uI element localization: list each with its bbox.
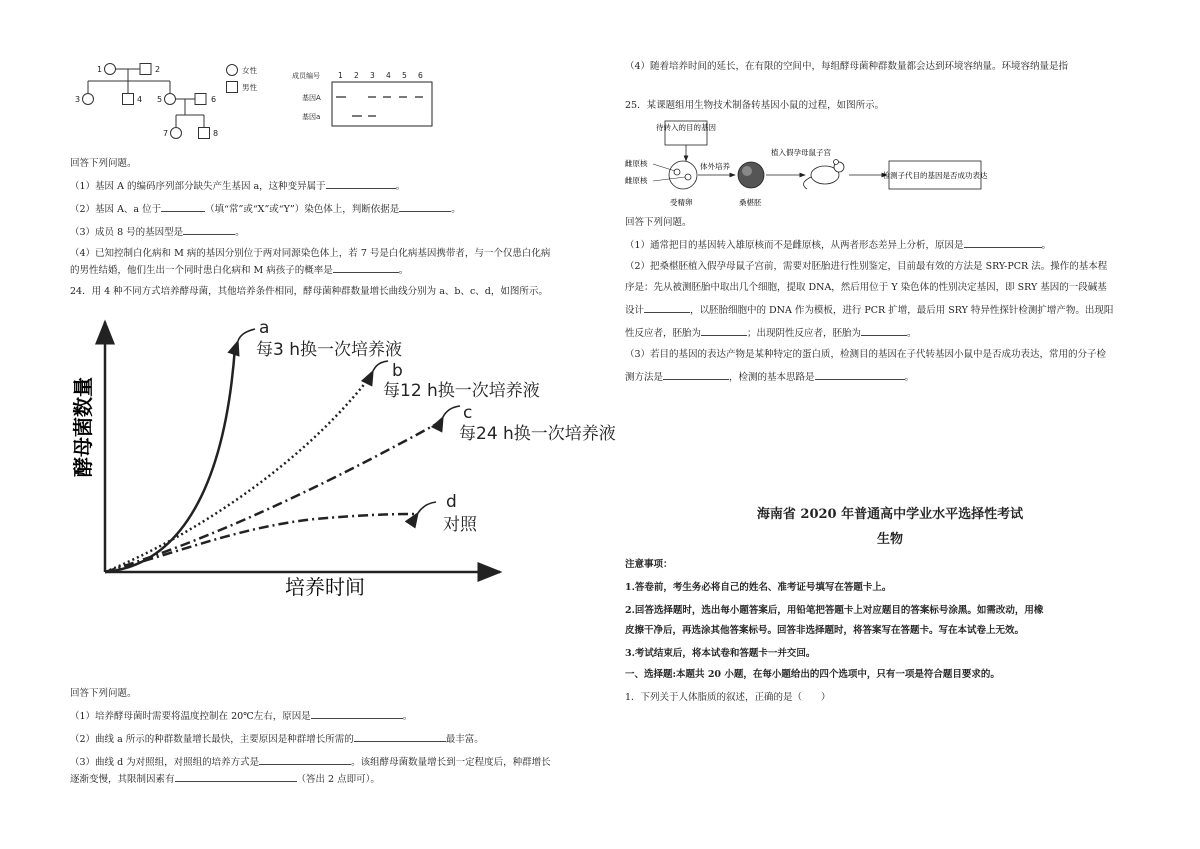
pedigree-male-8 (199, 128, 210, 139)
q25-part2-line4: 性反应者，胚胎为 ；出现阴性反应者，胚胎为 。 (625, 324, 1155, 341)
pedigree-female-5 (165, 94, 176, 105)
curve-d-letter: d (446, 492, 457, 512)
legend-female-label: 女性 (242, 66, 257, 75)
pedigree-female-3 (83, 94, 94, 105)
pedigree-label-8: 8 (213, 129, 219, 138)
female-nucleus-label: 雌原核 (625, 159, 648, 168)
morula-label: 桑椹胚 (739, 198, 762, 207)
notice-item-3: 3.考试结束后，将本试卷和答题卡一并交回。 (625, 648, 816, 659)
pedigree-figure (70, 55, 615, 150)
notice-item-2-line2: 皮擦干净后，再选涂其他答案标号。回答非选择题时，将答案写在答题卡。写在本试卷上无效。 (625, 625, 1025, 636)
answer-blank[interactable] (326, 177, 396, 189)
notice-item-2-line1: 2.回答选择题时，选出每小题答案后，用铅笔把答题卡上对应题目的答案标号涂黑。如需改动，用橡 (625, 605, 1044, 616)
pedigree-label-1: 1 (97, 65, 103, 74)
q25-part2-line3: 设计 ，以胚胎细胞中的 DNA 作为模板，进行 PCR 扩增，最后用 SRY 特异性探针检测扩增产物。出现阳 (625, 301, 1155, 318)
curve-b-name: 每12 h换一次培养液 (383, 381, 540, 401)
implant-label: 植入假孕母鼠子宫 (771, 148, 831, 157)
curve-c-name: 每24 h换一次培养液 (459, 424, 616, 444)
curve-d (105, 514, 415, 572)
q25-part2-line2: 序是：先从被测胚胎中取出几个细胞，提取 DNA，然后用位于 Y 染色体的性别决定基因，即 SRY 基因的一段碱基 (625, 282, 1107, 293)
table-col-2: 2 (354, 71, 359, 80)
fertilized-egg-label: 受精卵 (670, 198, 693, 207)
table-col-4: 4 (386, 71, 391, 80)
q24-part3-line1: （3）曲线 d 为对照组，对照组的培养方式是 。该组酵母菌数量增长到一定程度后，种群增长 (70, 753, 615, 770)
fertilized-egg (669, 161, 697, 189)
answer-blank[interactable] (644, 301, 690, 313)
exam-title: 海南省 2020 年普通高中学业水平选择性考试 (756, 507, 1024, 522)
morula (738, 162, 764, 188)
q25-intro: 回答下列问题。 (625, 217, 692, 228)
answer-blank[interactable] (861, 324, 907, 336)
q23-intro: 回答下列问题。 (70, 158, 137, 169)
q25-part3-line1: （3）若目的基因的表达产物是某种特定的蛋白质，检测目的基因在子代转基因小鼠中是否成功表达，常用的分子检 (625, 349, 1107, 360)
answer-blank[interactable] (333, 261, 399, 273)
q24-stem: 24．用 4 种不同方式培养酵母菌，其他培养条件相同，酵母菌种群数量增长曲线分别为 a、b、c、d，如图所示。 (70, 286, 548, 297)
yeast-growth-chart (70, 307, 670, 607)
answer-blank[interactable] (311, 707, 403, 719)
pedigree-label-7: 7 (163, 129, 169, 138)
answer-blank[interactable] (354, 730, 446, 742)
q25-part3-line2: 测方法是 ，检测的基本思路是 。 (625, 368, 1155, 385)
answer-blank[interactable] (175, 770, 297, 782)
q25-part2-line1: （2）把桑椹胚植入假孕母鼠子宫前，需要对胚胎进行性别鉴定，目前最有效的方法是 SRY-PCR 法。操作的基本程 (625, 261, 1108, 272)
table-col-1: 1 (338, 71, 343, 80)
answer-blank[interactable] (663, 368, 729, 380)
q23-part4-line2: 的男性结婚，他们生出一个同时患白化病和 M 病孩子的概率是 。 (70, 261, 615, 278)
right-column (625, 55, 1155, 705)
detect-box-label: 检测子代目的基因是否成功表达 (882, 171, 988, 180)
x-axis-title: 培养时间 (285, 575, 365, 599)
answer-blank[interactable] (701, 324, 747, 336)
q23-part3: （3）成员 8 号的基因型是 。 (70, 223, 615, 240)
q25-part1: （1）通常把目的基因转入雄原核而不是雌原核，从两者形态差异上分析，原因是 。 (625, 236, 1155, 253)
pedigree-female-1 (105, 64, 116, 75)
q23-part4-line1: （4）已知控制白化病和 M 病的基因分别位于两对同源染色体上，若 7 号是白化病基因携带者，与一个仅患白化病 (70, 248, 551, 259)
answer-blank[interactable] (161, 200, 205, 212)
curve-a-letter: a (259, 318, 270, 338)
pedigree-label-4: 4 (137, 95, 143, 104)
mouse-icon (804, 160, 844, 190)
left-column (70, 55, 615, 787)
exam-subject: 生物 (876, 532, 903, 547)
curve-a-name: 每3 h换一次培养液 (256, 340, 402, 360)
answer-blank[interactable] (964, 236, 1042, 248)
in-vitro-label: 体外培养 (700, 162, 730, 171)
pedigree-female-7 (171, 128, 182, 139)
q23-part1: （1）基因 A 的编码序列部分缺失产生基因 a，这种变异属于 。 (70, 177, 615, 194)
male-nucleus-label: 雌原核 (625, 176, 648, 185)
pedigree-label-6: 6 (211, 95, 217, 104)
answer-blank[interactable] (815, 368, 905, 380)
legend-male-label: 男性 (242, 83, 257, 92)
section-heading-choice: 一、选择题:本题共 20 小题，在每小题给出的四个选项中，只有一项是符合题目要求的。 (625, 669, 1000, 680)
q24-part1: （1）培养酵母菌时需要将温度控制在 20℃左右，原因是 。 (70, 707, 615, 724)
q24-part3-line2: 逐渐变慢，其限制因素有 （答出 2 点即可）。 (70, 770, 615, 787)
table-header-label: 成员编号 (292, 72, 320, 80)
answer-blank[interactable] (183, 223, 235, 235)
q23-part2: （2）基因 A、a 位于 （填“常”或“X”或“Y”）染色体上，判断依据是 。 (70, 200, 615, 217)
q24-part4: （4）随着培养时间的延长，在有限的空间中，每组酵母菌种群数量都会达到环境容纳量。环境容纳量是指 (625, 61, 1069, 72)
pedigree-label-2: 2 (155, 65, 161, 74)
notice-heading: 注意事项： (625, 559, 673, 570)
answer-blank[interactable] (399, 200, 451, 212)
q24-part2: （2）曲线 a 所示的种群数量增长最快，主要原因是种群增长所需的 最丰富。 (70, 730, 615, 747)
gene-box-label: 待转入的目的基因 (656, 123, 716, 132)
pedigree-male-4 (123, 94, 134, 105)
table-col-5: 5 (402, 71, 407, 80)
gene-A-label: 基因A (302, 94, 321, 102)
answer-blank[interactable] (259, 753, 351, 765)
q24-intro: 回答下列问题。 (70, 688, 137, 699)
y-axis-title: 酵母菌数量 (71, 377, 95, 477)
transgenic-flow-diagram (625, 119, 1045, 209)
pedigree-label-5: 5 (157, 95, 163, 104)
q25-stem: 25．某课题组用生物技术制备转基因小鼠的过程，如图所示。 (625, 100, 885, 111)
question-1: 1．下列关于人体脂质的叙述，正确的是（ ） (625, 692, 831, 703)
pedigree-label-3: 3 (75, 95, 81, 104)
curve-c-letter: c (463, 403, 473, 423)
table-col-3: 3 (370, 71, 375, 80)
pedigree-male-2 (140, 64, 151, 75)
gene-a-label: 基因a (302, 113, 321, 121)
curve-b (105, 377, 370, 572)
curve-d-name: 对照 (443, 515, 477, 535)
table-col-6: 6 (418, 71, 423, 80)
pedigree-male-6 (195, 94, 206, 105)
notice-item-1: 1.答卷前，考生务必将自己的姓名、准考证号填写在答题卡上。 (625, 582, 892, 593)
curve-b-letter: b (392, 361, 403, 381)
